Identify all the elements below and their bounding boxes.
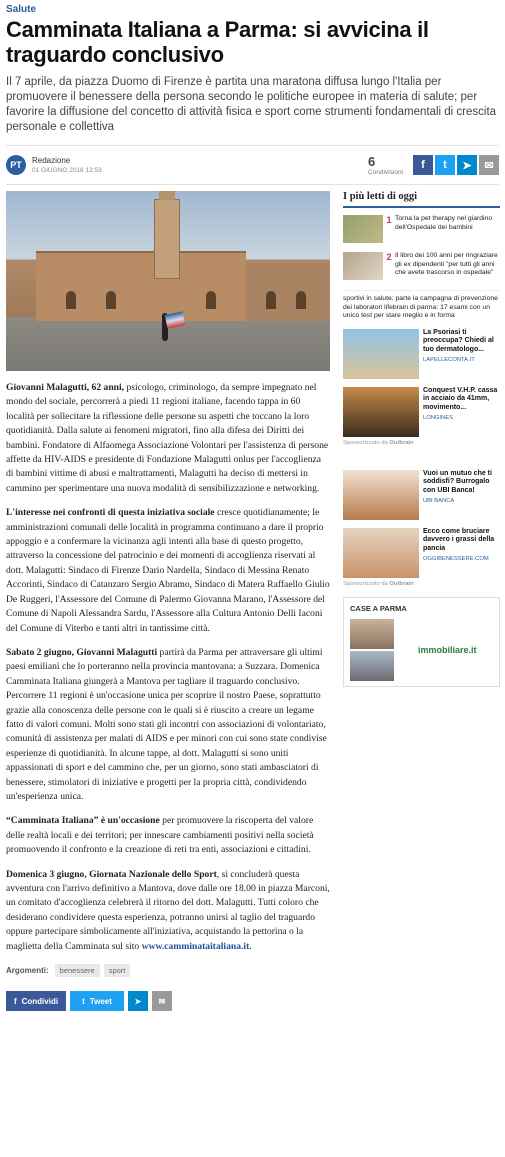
tag-benessere[interactable]: benessere: [55, 964, 100, 977]
ad-source: OGGIBENESSERE.COM: [423, 556, 489, 562]
arch-shape: [106, 291, 116, 309]
bell-tower-shape: [154, 199, 180, 279]
author-name[interactable]: Redazione: [32, 156, 71, 165]
ad-title: La Psoriasi ti preoccupa? Chiedi al tuo dermatologo...: [423, 328, 494, 353]
telegram-share-button[interactable]: ➤: [128, 991, 148, 1011]
most-read-item[interactable]: [343, 252, 500, 282]
most-read-rank: 2: [386, 252, 392, 262]
ad-image: [343, 329, 419, 379]
twitter-share-label: Tweet: [89, 996, 112, 1006]
arch-shape: [66, 291, 76, 309]
paragraph: [6, 646, 330, 804]
paragraph: [6, 868, 330, 954]
outbrain-logo: Outbrain: [389, 580, 414, 587]
email-share-button[interactable]: ✉: [152, 991, 172, 1011]
ad-title: Vuoi un mutuo che ti soddisfi? Burrogalo con UBI Banca!: [423, 469, 492, 494]
flag-shape: [165, 311, 186, 328]
most-read-rank: 1: [386, 215, 392, 225]
email-share-icon[interactable]: ✉: [479, 155, 499, 175]
website-link[interactable]: www.camminataitaliana.it: [141, 940, 250, 952]
porch-shape: [246, 263, 330, 321]
most-read-item[interactable]: [343, 215, 500, 245]
ad-item[interactable]: [343, 528, 500, 578]
paragraph-text: partirà da Parma per attraversare gli ultimi paesi emiliani che lo porteranno nella provincia mantovana: a Suzzara. Domenica Camminata Italiana giungerà a Mantova per tagliare il traguardo conclusivo. Percorrere 11 regioni è un'occasione unica per scoprire il nostro Paese, soprattutto grazie alla conoscenza delle persone con le quali si è riuscito a creare un legame fatto di valori comuni. Molti sono stati gli incontri con associazioni di volontariato, comunità di assistenza per malati di AIDS e per minori con cui sono state condivise esperienze di quotidianità. In alcune tappe, al dott. Malagutti si sono uniti appassionati di sport e del cammino che, per un giorno, sono stati ambasciatori di benessere, stimolatori di iniziative e progetti per la propria città, condividendo un'esperienza unica.: [6, 646, 327, 802]
ad-image: [343, 528, 419, 578]
sponsored-by[interactable]: [343, 581, 500, 587]
paragraph-lead: “Camminata Italiana” è un'occasione: [6, 815, 160, 827]
ad-item[interactable]: [343, 470, 500, 520]
bottom-share-bar: [6, 991, 330, 1011]
most-read-text: Torna la pet therapy nel giardino dell'Ospedale dei bambini: [395, 215, 493, 231]
case-title: CASE A PARMA: [350, 603, 407, 613]
ad-source: LAPELLECONTA.IT: [423, 357, 475, 363]
share-count: 6: [367, 154, 376, 169]
cathedral-shape: [36, 251, 246, 321]
article-body: [6, 381, 330, 954]
paragraph-text: psicologo, criminologo, da sempre impegnato nel mondo del sociale, percorrerà a piedi 11 regioni italiane, facendo tappa in 60 località per sollecitare la riflessione delle persone su aspetti che toccano la loro quotidianità. Dalla salute ai fenomeni migratori, fino alla difesa dei Diritti dei bambini. Fondatore di Alfaomega Associazione Volontari per l'assistenza di persone affette da HIV-AIDS e presidente di Fondazione Malagutti onlus per l'accoglienza di bambini vittime di abusi e maltrattamenti, Malagutti ha deciso di mettersi in cammino per sperimentare una nuova modalità di sensibilizzazione e networking.: [6, 382, 329, 494]
outbrain-logo: Outbrain: [389, 439, 414, 446]
ad-item[interactable]: [343, 329, 500, 379]
immobiliare-logo: immobiliare.it: [418, 644, 477, 655]
article-summary: Il 7 aprile, da piazza Duomo di Firenze è partita una maratona diffusa lungo l'Italia per promuovere il benessere della persona secondo le politiche europee in materia di salute; per favorire la diffusione del concetto di attività fisica e sport come strumenti fondamentali di crescita personale e collettiva: [6, 76, 497, 133]
paragraph-text: per promuovere la riscoperta del valore delle realtà locali e dei territori; per innescare cambiamenti positivi nella società promuovendo il confronto e la creazione di reti tra enti, associazioni e cittadini.: [6, 815, 314, 856]
most-read-title: I più letti di oggi: [343, 191, 500, 208]
paragraph-text: cresce quotidianamente; le amministrazioni comunali delle località in programma continuano a dare il proprio appoggio e a confermare la vicinanza agli intenti alla base di questo progetto, attraverso la concessione del patrocinio e dei momenti di accoglienza riservati al dott. Malagutti: Sindaco di Firenze Dario Nardella, Sindaco di Messina Renato Accorinti, Sindaco di Catanzaro Sergio Abramo, Sindaco di Matera Raffaello Giulio De Ruggeri, l'Assessore del Comune di Palermo Giovanna Marano, l'Assessore del Comune di Napoli Alessandra Sardu, l'Assessore alla Cultura Antonio Delli Iaconi del Comune di Viterbo e tanti altri in tantissime città.: [6, 507, 330, 634]
twitter-share-button[interactable]: [70, 991, 124, 1011]
house-image: [350, 651, 394, 681]
publish-date: 01 GIUGNO 2018 12:53: [32, 167, 102, 174]
sidebar: [343, 191, 500, 1011]
sponsored-by[interactable]: [343, 440, 500, 446]
article-title: Camminata Italiana a Parma: si avvicina il traguardo conclusivo: [6, 17, 429, 67]
facebook-share-button[interactable]: [6, 991, 66, 1011]
paragraph-lead: Sabato 2 giugno, Giovanni Malagutti: [6, 646, 158, 658]
case-widget[interactable]: [343, 597, 500, 687]
house-image: [350, 619, 394, 649]
paragraph-lead: L'interesse nei confronti di questa iniziativa sociale: [6, 507, 215, 519]
facebook-share-icon[interactable]: f: [413, 155, 433, 175]
paragraph-text: , si concluderà questa avventura con l'arrivo definitivo a Mantova, dove dalle ore 18.00 in piazza Marconi, un comitato d'accoglienza celebrerà il ritorno del dott. Malagutti. Tutti coloro che desiderano condividere questa esperienza, potranno unirsi al taglio del traguardo oppure partecipare simbolicamente all'iniziativa, acquistando la pettorina o la maglietta della Camminata sul sito: [6, 868, 330, 952]
share-counter: [368, 154, 403, 176]
hero-image: [6, 191, 330, 371]
publisher-logo: PT: [6, 155, 26, 175]
ad-image: [343, 387, 419, 437]
ad-title: Conquest V.H.P. cassa in acciaio da 41mm, movimento...: [423, 386, 498, 411]
ad-source: UBI BANCA: [423, 498, 455, 504]
paragraph-lead: Domenica 3 giugno, Giornata Nazionale dello Sport: [6, 868, 217, 880]
paragraph: [6, 506, 330, 636]
byline: [6, 145, 499, 185]
ad-item[interactable]: [343, 387, 500, 437]
author-block: [32, 156, 102, 174]
paragraph: [6, 381, 330, 496]
arch-shape: [206, 291, 216, 309]
paragraph: [6, 814, 330, 857]
twitter-share-icon[interactable]: t: [435, 155, 455, 175]
arch-shape: [296, 291, 306, 309]
tags-row: [6, 964, 330, 977]
section-link[interactable]: Salute: [6, 4, 37, 15]
sponsored-label: Sponsorizzato da: [343, 580, 388, 587]
article-main: [6, 191, 330, 1011]
most-read-thumbnail: [343, 252, 383, 280]
paragraph-end: .: [249, 940, 252, 952]
sponsored-label: Sponsorizzato da: [343, 439, 388, 446]
most-read-text: Il libro dei 100 anni per ringraziare gli ex dipendenti "per tutti gli anni che avete trascorso in ospedale": [395, 252, 498, 276]
ad-image: [343, 470, 419, 520]
facebook-icon: f: [13, 996, 17, 1006]
most-read-thumbnail: [343, 215, 383, 243]
ad-title: Ecco come bruciare davvero i grassi della pancia: [423, 527, 495, 552]
paragraph-lead: Giovanni Malagutti, 62 anni,: [6, 382, 125, 393]
ad-source: LONGINES: [423, 415, 453, 421]
tag-sport[interactable]: sport: [104, 964, 131, 977]
arch-shape: [266, 291, 276, 309]
tags-label: Argomenti:: [6, 966, 49, 976]
telegram-share-icon[interactable]: ➤: [457, 155, 477, 175]
twitter-icon: t: [82, 996, 85, 1006]
share-label: Condivisioni: [367, 169, 403, 176]
most-read-item-text[interactable]: sportivi in salute: parte la campagna di prevenzione dei laboratori lifebrain di parma: 17 esami con un unico test per stare meglio e in forma: [343, 290, 500, 321]
facebook-share-label: Condividi: [21, 996, 59, 1006]
